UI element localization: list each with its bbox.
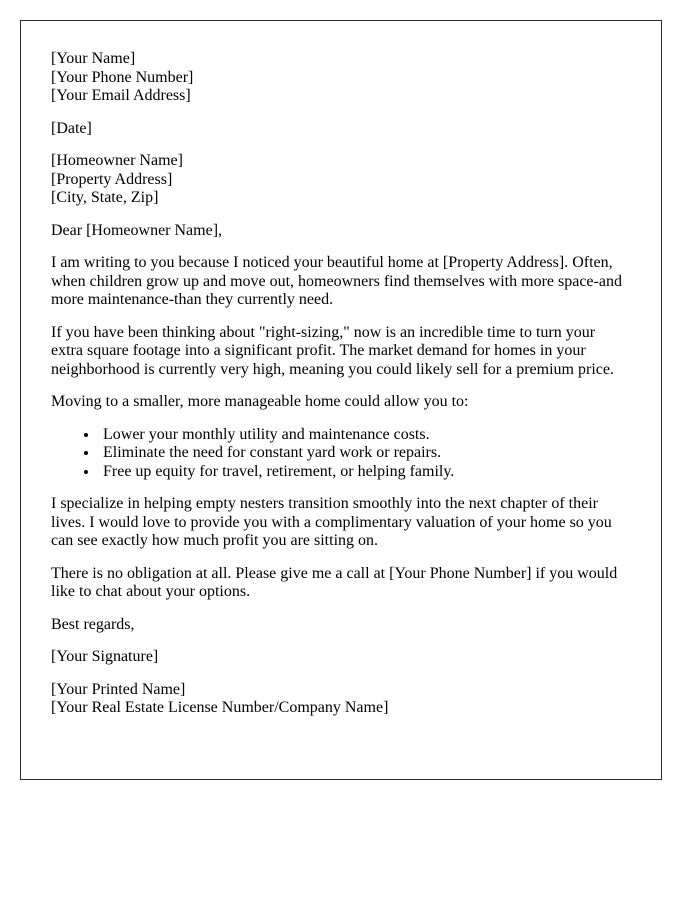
paragraph-intro: I am writing to you because I noticed your beautiful home at [Property Address]. Often, when children grow up and move out, homeowners find themselves with more space-and more maintenance-than they currently need. <box>51 254 622 308</box>
license-company: [Your Real Estate License Number/Company Name] <box>51 699 389 716</box>
paragraph-specialize: I specialize in helping empty nesters transition smoothly into the next chapter of their lives. I would love to provide you with a complimentary valuation of your home so you can see exactly how much profit you are sitting on. <box>51 495 612 549</box>
recipient-block <box>51 152 631 208</box>
sender-name: [Your Name] <box>51 50 136 67</box>
salutation: Dear [Homeowner Name], <box>51 221 223 239</box>
sender-email: [Your Email Address] <box>51 87 191 104</box>
signature-block <box>51 681 631 718</box>
sender-phone: [Your Phone Number] <box>51 68 194 86</box>
benefit-item: • Eliminate the need for constant yard work or repairs. <box>99 444 631 463</box>
benefit-item: • Free up equity for travel, retirement, or helping family. <box>99 463 631 482</box>
recipient-name: [Homeowner Name] <box>51 152 183 169</box>
paragraph-bullets-intro: Moving to a smaller, more manageable home could allow you to: <box>51 393 469 410</box>
date-block <box>51 120 631 139</box>
paragraph-right-sizing: If you have been thinking about "right-sizing," now is an incredible time to turn your extra square footage into a significant profit. The market demand for homes in your neighborhood is currently very high, meaning you could likely sell for a premium price. <box>51 323 614 378</box>
recipient-address: [Property Address] <box>51 170 173 188</box>
valediction: Best regards, <box>51 615 135 633</box>
benefit-item: • Lower your monthly utility and maintenance costs. <box>99 426 631 445</box>
sender-block <box>51 50 631 106</box>
printed-name: [Your Printed Name] <box>51 680 186 698</box>
paragraph-no-obligation: There is no obligation at all. Please give me a call at [Your Phone Number] if you would like to chat about your options. <box>51 564 618 600</box>
letter-frame <box>20 20 662 780</box>
benefits-list <box>51 426 631 482</box>
date-line: [Date] <box>51 119 92 137</box>
recipient-city-state-zip: [City, State, Zip] <box>51 189 159 206</box>
signature-placeholder: [Your Signature] <box>51 648 159 665</box>
